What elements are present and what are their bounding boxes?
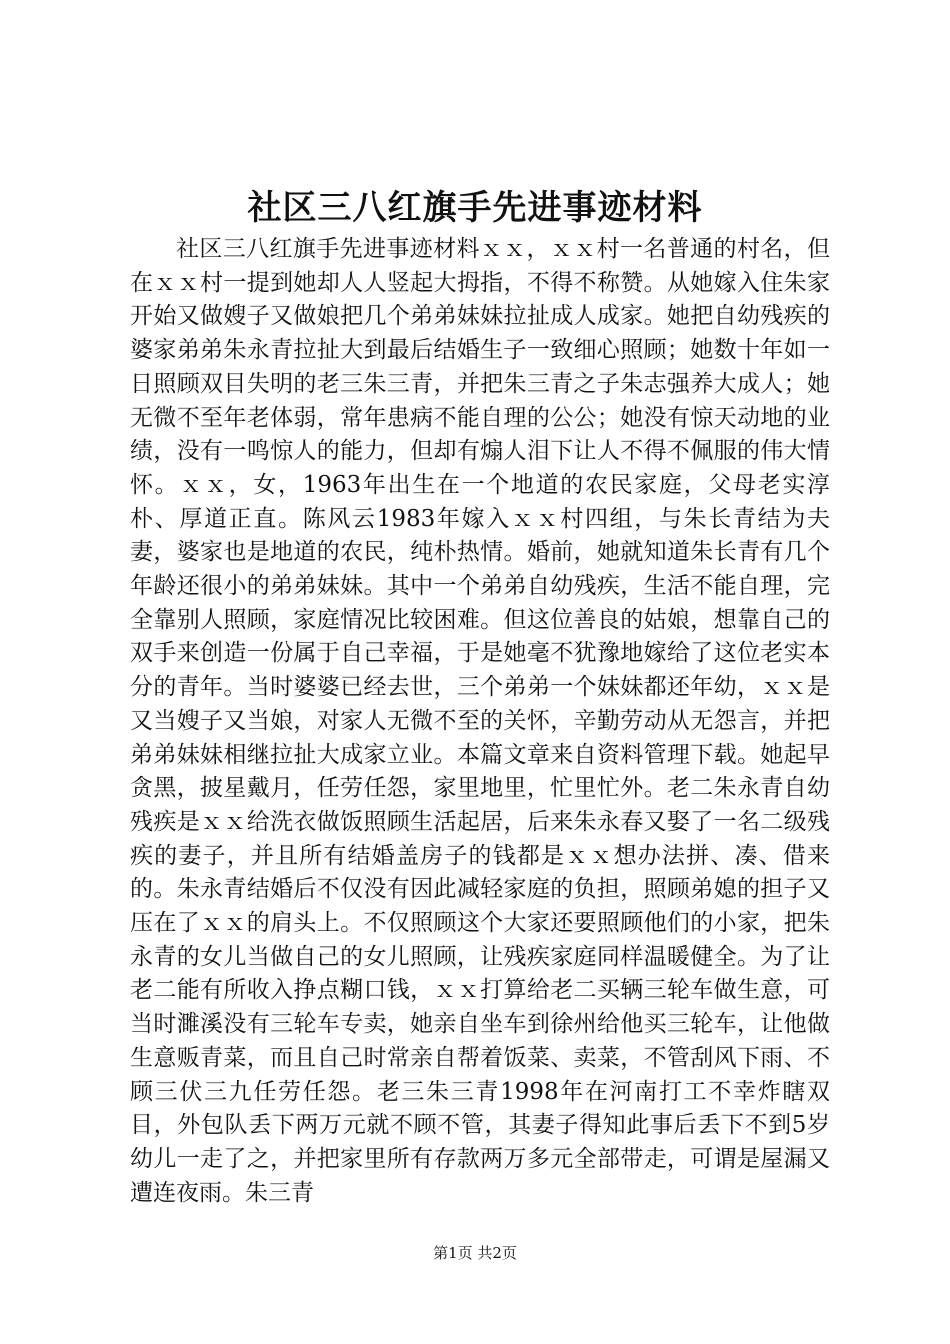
document-title: 社区三八红旗手先进事迹材料 — [247, 188, 703, 228]
document-body-paragraph: 社区三八红旗手先进事迹材料ｘｘ，ｘｘ村一名普通的村名，但在ｘｘ村一提到她却人人竖起大拇指，不得不称赞。从她嫁入住朱家开始又做嫂子又做娘把几个弟弟妹妹拉扯成人成家。她把自幼残疾的婆家弟弟朱永青拉扯大到最后结婚生子一致细心照顾；她数十年如一日照顾双目失明的老三朱三青，并把朱三青之子朱志强养大成人；她无微不至年老体弱，常年患病不能自理的公公；她没有惊天动地的业绩，没有一鸣惊人的能力，但却有煽人泪下让人不得不佩服的伟大情怀。ｘｘ，女，1963年出生在一个地道的农民家庭，父母老实淳朴、厚道正直。陈风云1983年嫁入ｘｘ村四组，与朱长青结为夫妻，婆家也是地道的农民，纯朴热情。婚前，她就知道朱长青有几个年龄还很小的弟弟妹妹。其中一个弟弟自幼残疾，生活不能自理，完全靠别人照顾，家庭情况比较困难。但这位善良的姑娘，想靠自己的双手来创造一份属于自己幸福，于是她毫不犹豫地嫁给了这位老实本分的青年。当时婆婆已经去世，三个弟弟一个妹妹都还年幼，ｘｘ是又当嫂子又当娘，对家人无微不至的关怀，辛勤劳动从无怨言，并把弟弟妹妹相继拉扯大成家立业。本篇文章来自资料管理下载。她起早贪黑，披星戴月，任劳任怨，家里地里，忙里忙外。老二朱永青自幼残疾是ｘｘ给洗衣做饭照顾生活起居，后来朱永春又娶了一名二级残疾的妻子，并且所有结婚盖房子的钱都是ｘｘ想办法拼、凑、借来的。朱永青结婚后不仅没有因此减轻家庭的负担，照顾弟媳的担子又压在了ｘｘ的肩头上。不仅照顾这个大家还要照顾他们的小家，把朱永青的女儿当做自己的女儿照顾，让残疾家庭同样温暖健全。为了让老二能有所收入挣点糊口钱，ｘｘ打算给老二买辆三轮车做生意，可当时濉溪没有三轮车专卖，她亲自坐车到徐州给他买三轮车，让他做生意贩青菜，而且自己时常亲自帮着饭菜、卖菜，不管刮风下雨、不顾三伏三九任劳任怨。老三朱三青1998年在河南打工不幸炸瞎双目，外包队丢下两万元就不顾不管，其妻子得知此事后丢下不到5岁幼儿一走了之，并把家里所有存款两万多元全部带走，可谓是屋漏又遭连夜雨。朱三青 — [130, 236, 830, 1206]
page-footer: 第1页 共2页 — [433, 1244, 517, 1262]
